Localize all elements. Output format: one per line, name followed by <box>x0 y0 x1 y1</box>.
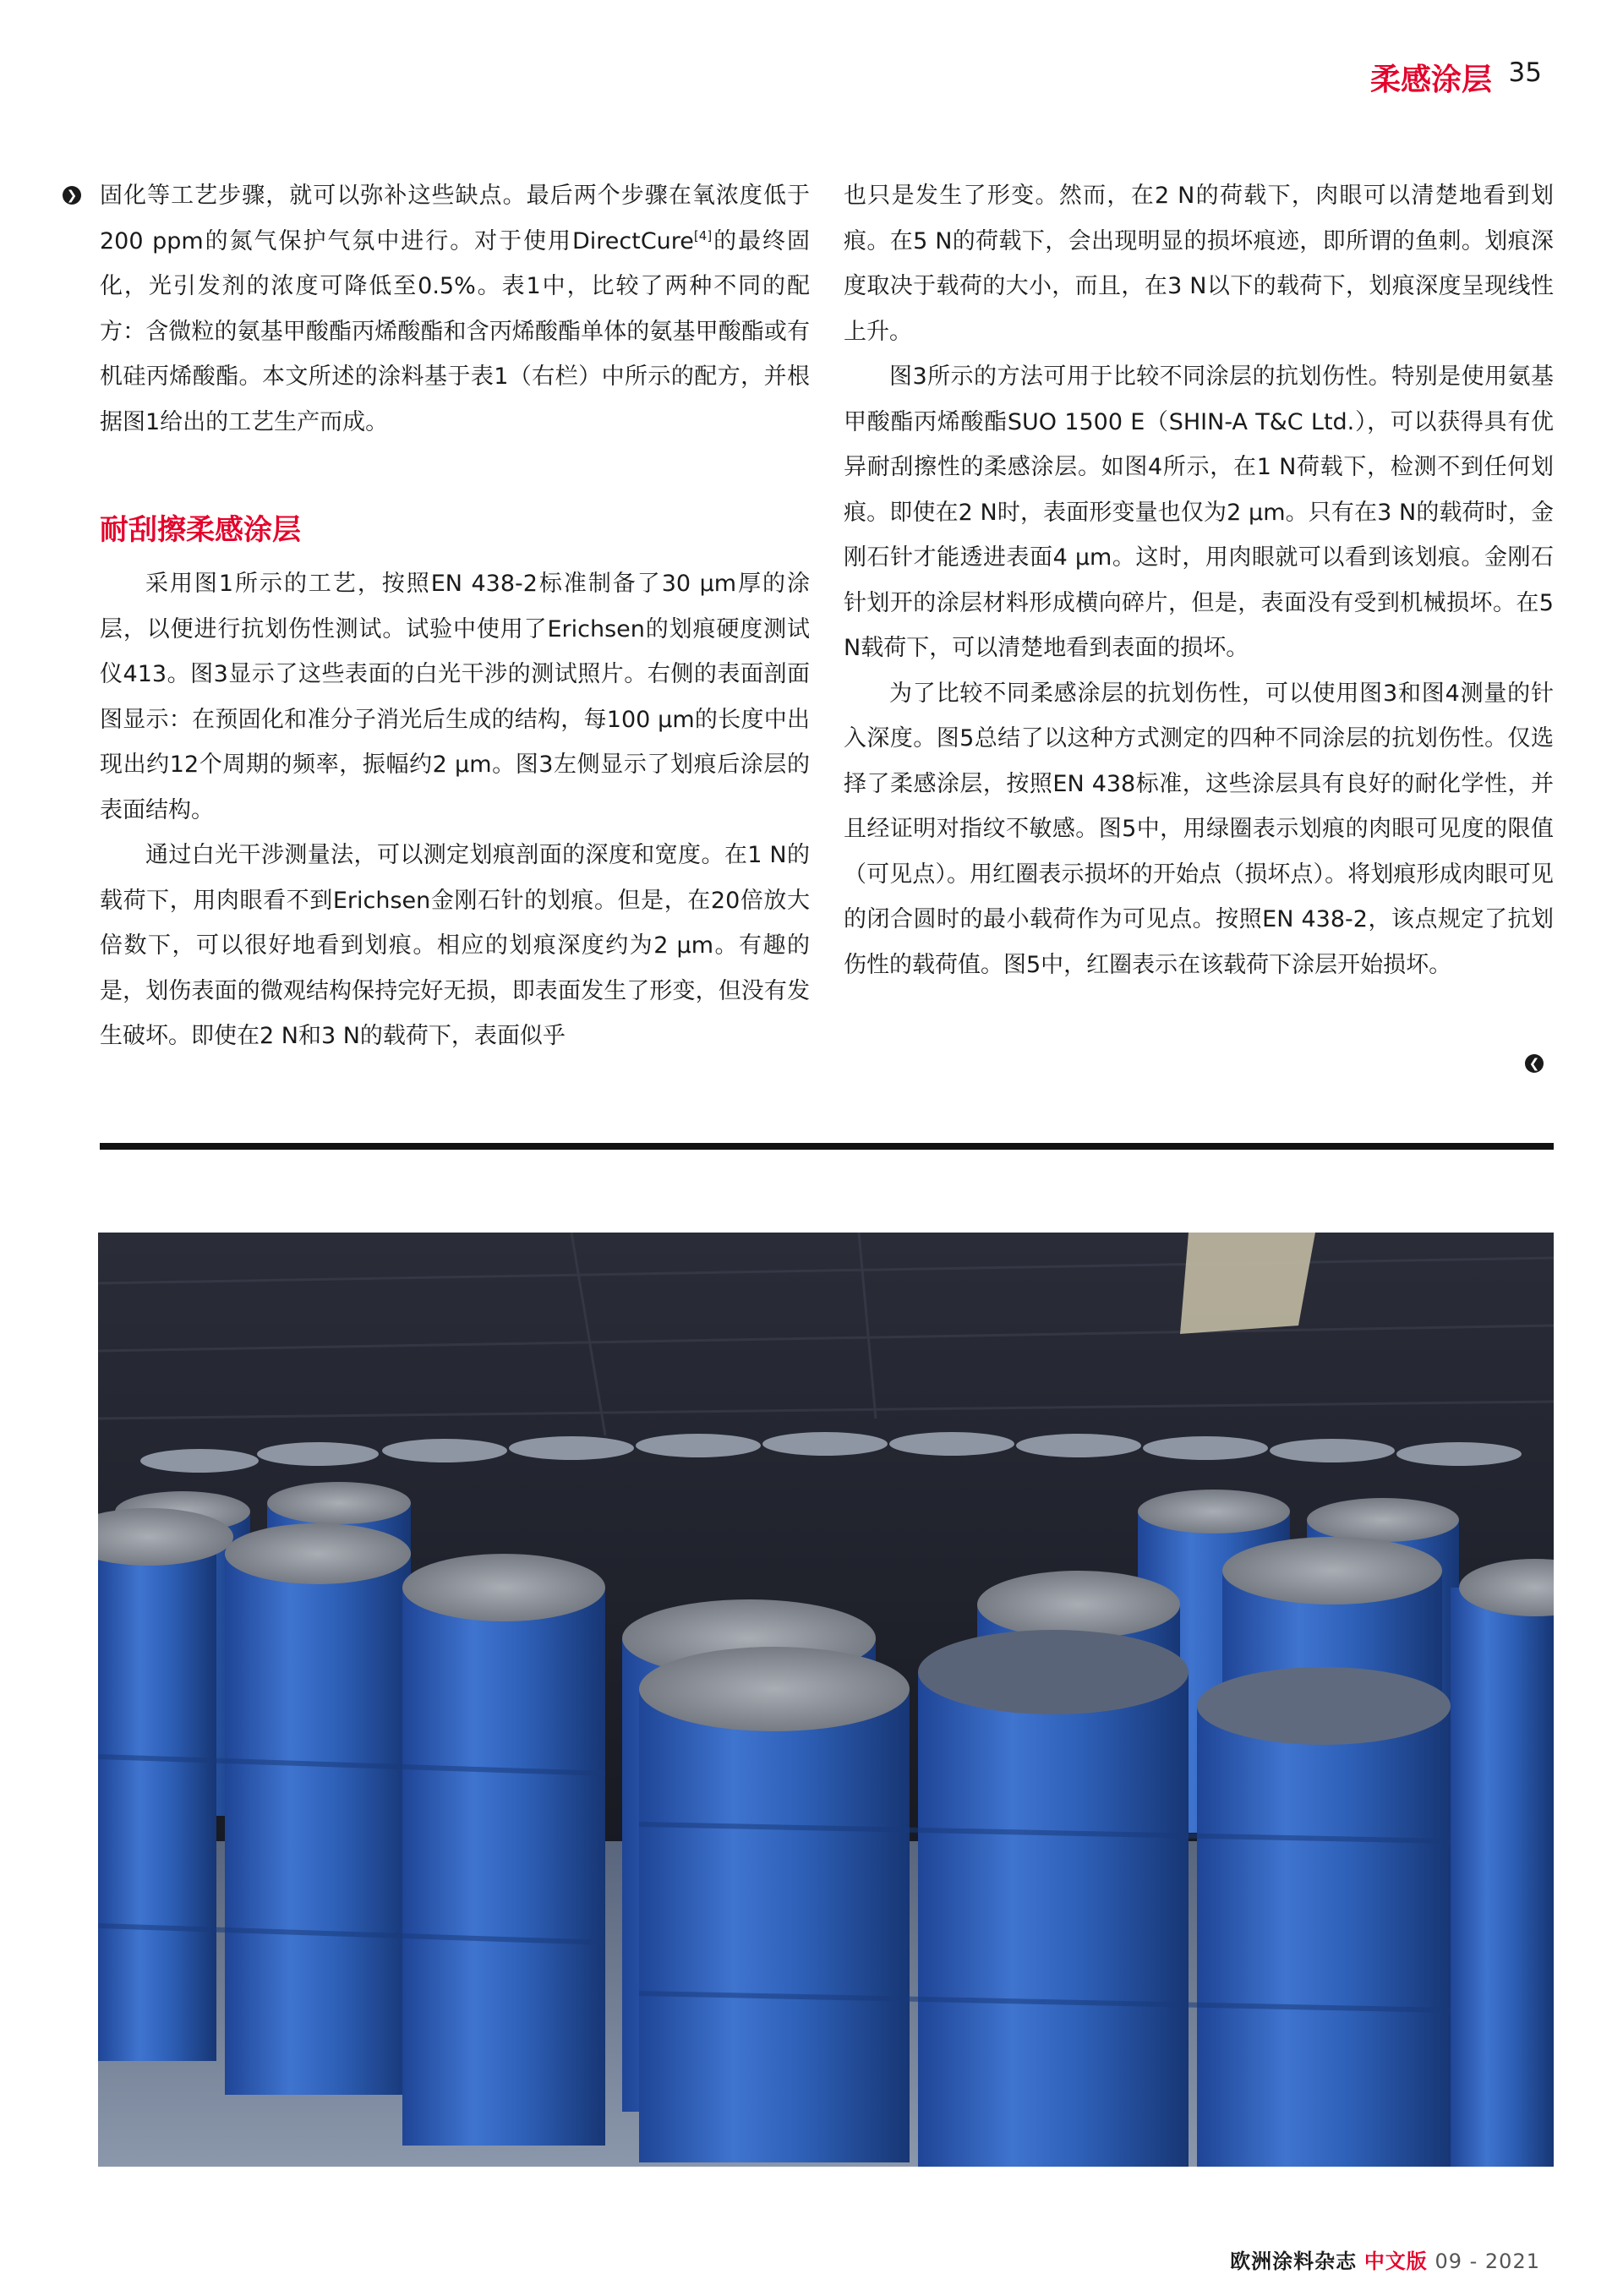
right-paragraph-1: 也只是发生了形变。然而，在2 N的荷载下，肉眼可以清楚地看到划痕。在5 N的荷载下，会出现明显的损坏痕迹，即所谓的鱼刺。划痕深度取决于载荷的大小，而且，在3 N以下的载荷下，划痕深度呈现线性上升。 <box>844 183 1554 345</box>
right-paragraph-2: 图3所示的方法可用于比较不同涂层的抗划伤性。特别是使用氨基甲酸酯丙烯酸酯SUO 1500 E（SHIN-A T&C Ltd.），可以获得具有优异耐刮擦性的柔感涂层。如图4所示，在1 N荷载下，检测不到任何划痕。即使在2 N时，表面形变量也仅为2 μm。只有在3 N的载荷时，金刚石针才能透进表面4 μm。这时，用肉眼就可以看到该划痕。金刚石针划开的涂层材料形成横向碎片，但是，表面没有受到机械损坏。在5 N载荷下，可以清楚地看到表面的损坏。 <box>844 364 1554 661</box>
reference-superscript: [4] <box>693 227 713 243</box>
magazine-name: 欧洲涂料杂志 <box>1230 2250 1358 2273</box>
section-divider <box>100 1143 1554 1150</box>
edition-label: 中文版 <box>1363 2250 1428 2273</box>
left-paragraph-2: 采用图1所示的工艺，按照EN 438-2标准制备了30 μm厚的涂层，以便进行抗划伤性测试。试验中使用了Erichsen的划痕硬度测试仪413。图3显示了这些表面的白光干涉的测试照片。右侧的表面剖面图显示：在预固化和准分子消光后生成的结构，每100 μm的长度中出现出约12个周期的频率，振幅约2 μm。图3左侧显示了划痕后涂层的表面结构。 <box>100 571 810 823</box>
left-paragraph-1: 固化等工艺步骤，就可以弥补这些缺点。最后两个步骤在氧浓度低于200 ppm的氮气保护气氛中进行。对于使用DirectCure[4]的最终固化，光引发剂的浓度可降低至0.5%。表1中，比较了两种不同的配方：含微粒的氨基甲酸酯丙烯酸酯和含丙烯酸酯单体的氨基甲酸酯或有机硅丙烯酸酯。本文所述的涂料基于表1（右栏）中所示的配方，并根据图1给出的工艺生产而成。 <box>100 183 811 435</box>
section-heading: 耐刮擦柔感涂层 <box>100 513 301 547</box>
issue-label: 09 - 2021 <box>1434 2250 1540 2273</box>
continue-marker-icon: ❯ <box>63 186 81 205</box>
left-paragraph-3: 通过白光干涉测量法，可以测定划痕剖面的深度和宽度。在1 N的载荷下，用肉眼看不到Erichsen金刚石针的划痕。但是，在20倍放大倍数下，可以很好地看到划痕。相应的划痕深度约为2 μm。有趣的是，划伤表面的微观结构保持完好无损，即表面发生了形变，但没有发生破坏。即使在2 N和3 N的载荷下，表面似乎 <box>100 842 810 1049</box>
page-number: 35 <box>1508 57 1542 88</box>
left-column <box>100 173 810 1059</box>
end-marker-icon: ❮ <box>1525 1054 1544 1073</box>
section-title: 柔感涂层 <box>1369 63 1492 97</box>
drums-illustration <box>98 1233 1554 2167</box>
footer <box>1230 2244 1540 2274</box>
right-paragraph-3: 为了比较不同柔感涂层的抗划伤性，可以使用图3和图4测量的针入深度。图5总结了以这种方式测定的四种不同涂层的抗划伤性。仅选择了柔感涂层，按照EN 438标准，这些涂层具有良好的耐化学性，并且经证明对指纹不敏感。图5中，用绿圈表示划痕的肉眼可见度的限值（可见点）。用红圈表示损坏的开始点（损坏点）。将划痕形成肉眼可见的闭合圆时的最小载荷作为可见点。按照EN 438-2，该点规定了抗划伤性的载荷值。图5中，红圈表示在该载荷下涂层开始损坏。 <box>844 680 1554 978</box>
drums-photo <box>98 1233 1554 2167</box>
right-column <box>844 173 1554 987</box>
